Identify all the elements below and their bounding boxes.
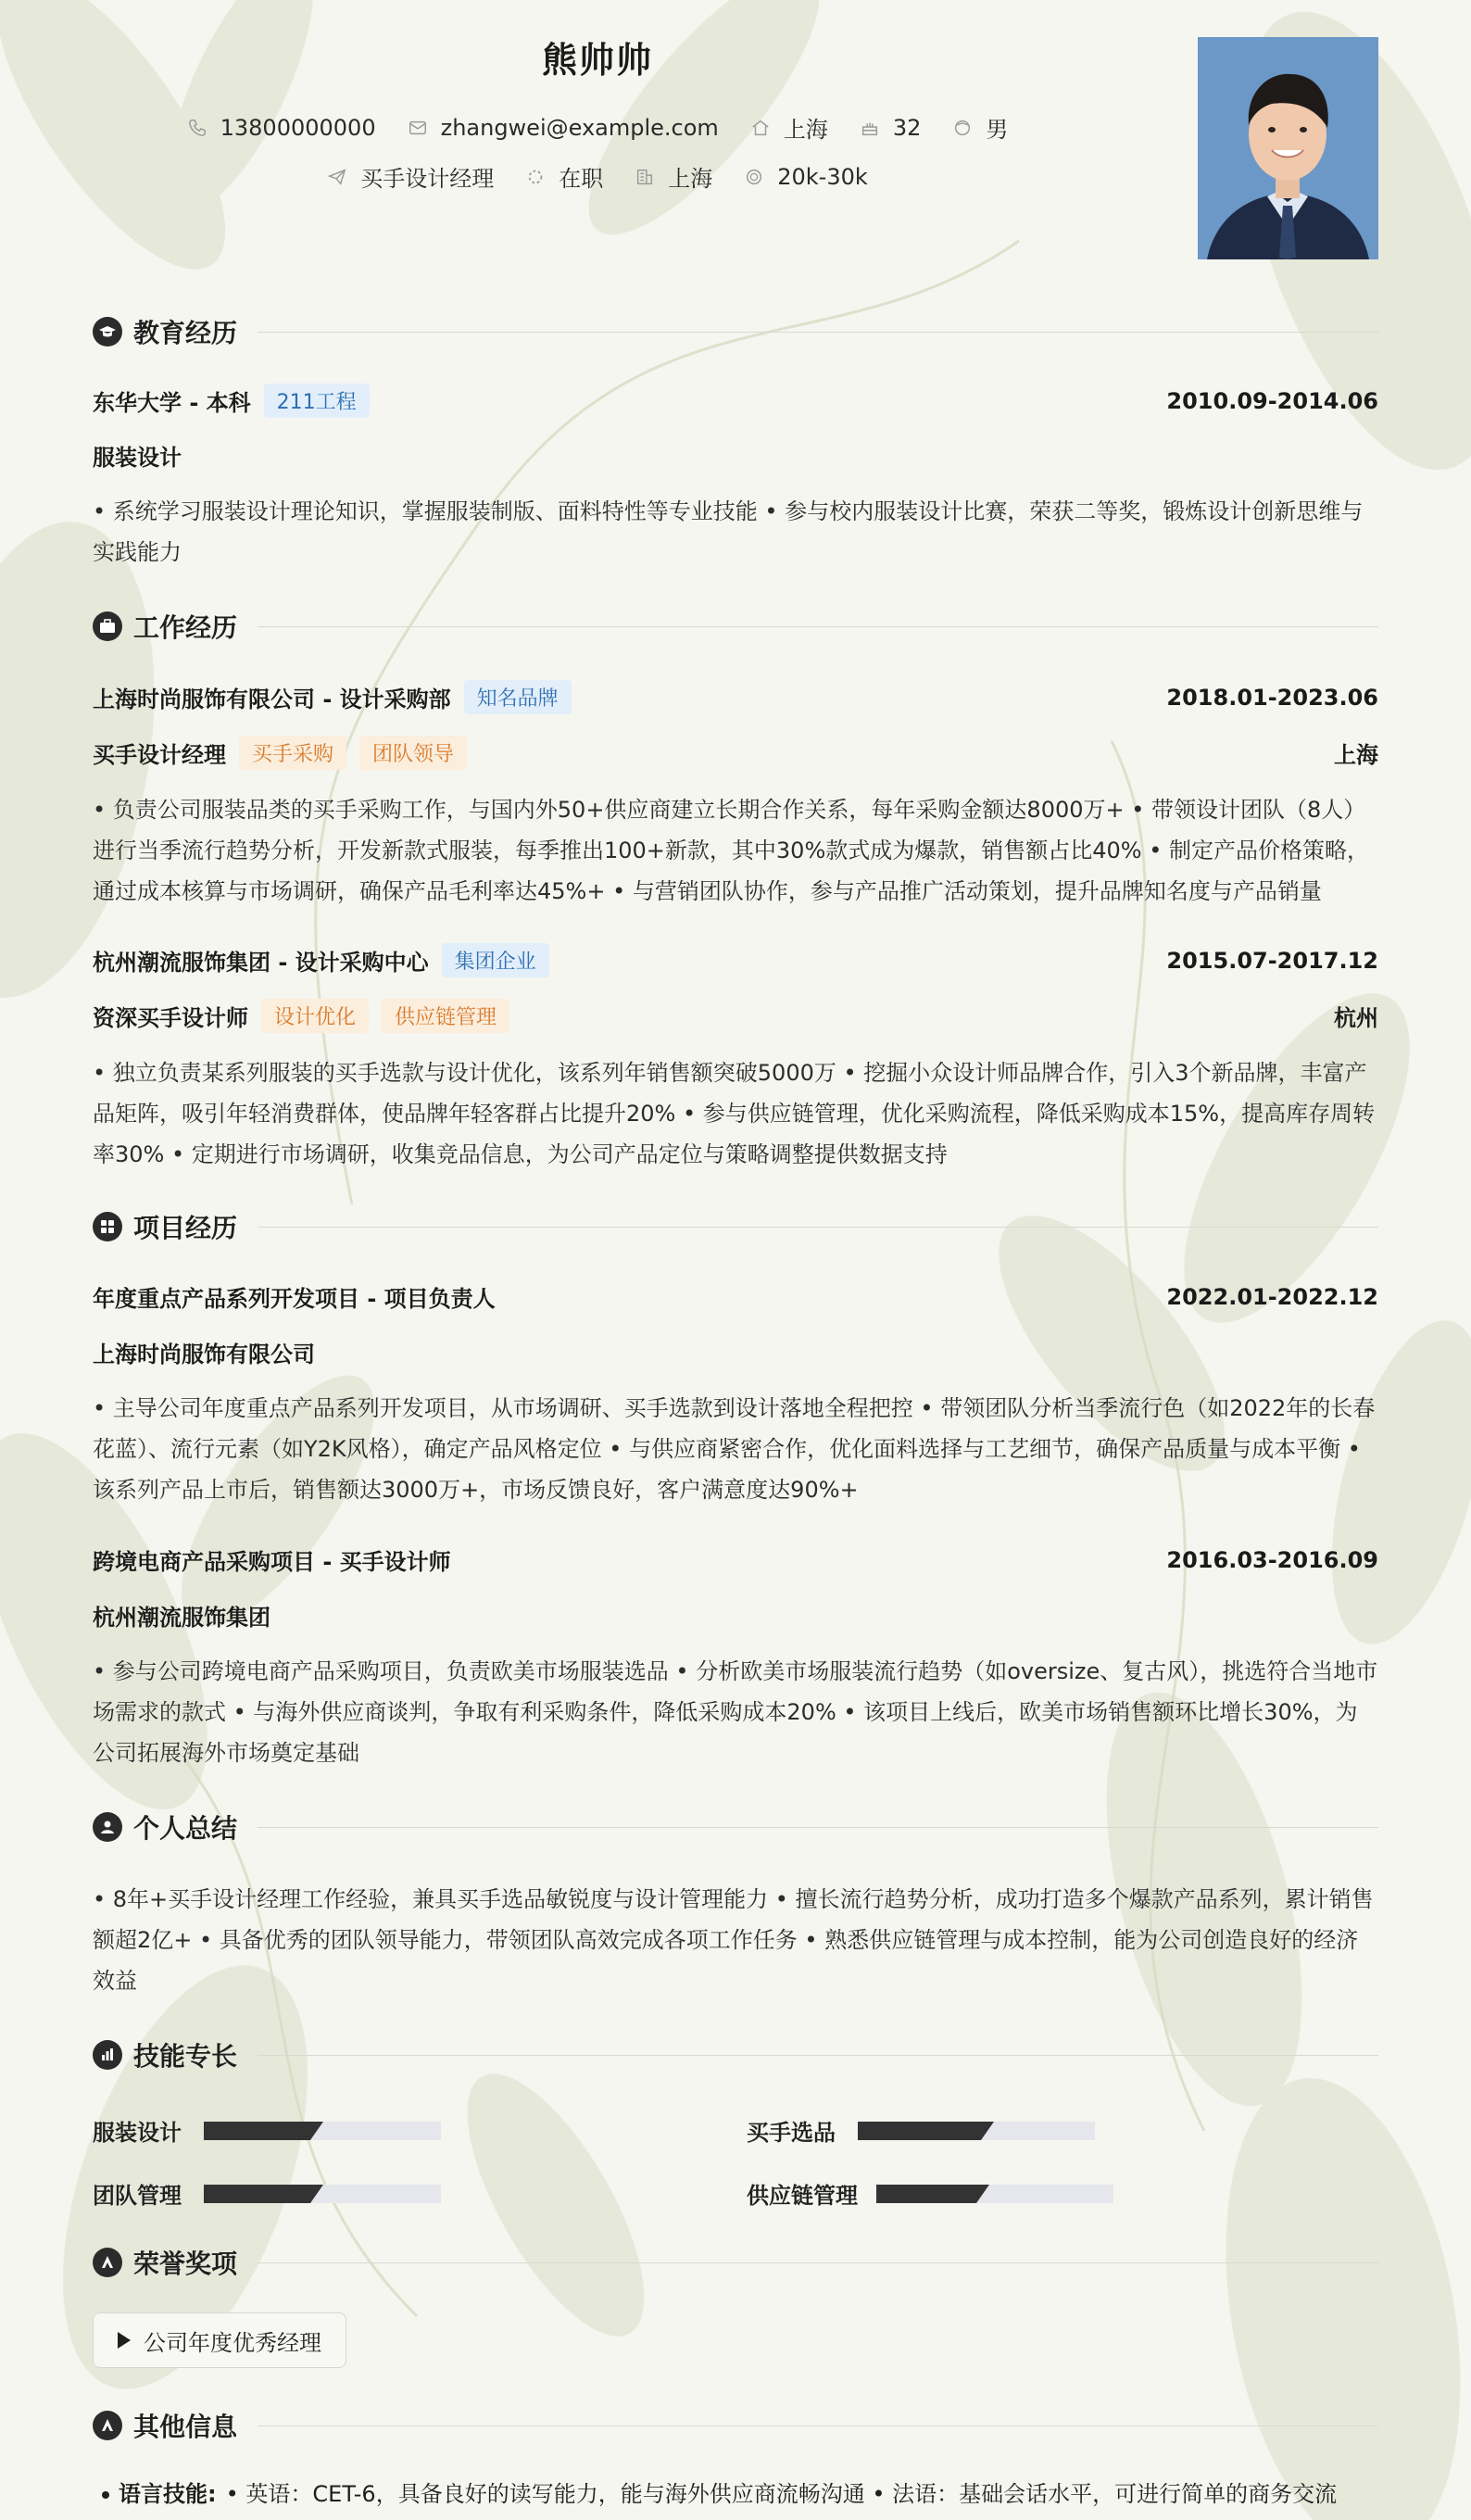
work-city: 上海 <box>1334 742 1378 768</box>
work-1-header <box>93 680 1378 714</box>
graduation-cap-icon <box>93 317 122 346</box>
section-divider <box>258 2262 1378 2263</box>
company-tag: 集团企业 <box>442 943 549 977</box>
gender-icon <box>952 118 973 138</box>
work-city-info <box>635 160 712 193</box>
skill-bar-fill <box>204 2185 310 2203</box>
education-date: 2010.09-2014.06 <box>1166 387 1378 414</box>
skill-item <box>747 2177 1113 2210</box>
major: 服装设计 <box>93 445 182 471</box>
award-icon <box>93 2411 122 2440</box>
work-company: 上海时尚服饰有限公司 - 设计采购部 <box>93 687 451 712</box>
section-title-skills: 技能专长 <box>133 2041 238 2072</box>
skill-name: 服装设计 <box>93 2120 182 2146</box>
skill-bar <box>858 2122 1095 2140</box>
mail-icon <box>408 118 428 138</box>
skill-bar-fill <box>858 2122 981 2140</box>
work-city: 上海 <box>668 166 713 192</box>
work-tag: 买手采购 <box>239 736 346 770</box>
education-description: • 系统学习服装设计理论知识，掌握服装制版、面料特性等专业技能 • 参与校内服装设计比赛，荣获二等奖，锻炼设计创新思维与实践能力 <box>93 498 1364 565</box>
project-2-header <box>93 1544 1378 1576</box>
skill-name: 团队管理 <box>93 2183 182 2209</box>
job-intent-info <box>327 160 494 193</box>
candidate-name: 熊帅帅 <box>541 40 653 81</box>
age: 32 <box>892 114 922 141</box>
spinner-icon <box>525 167 546 187</box>
project-org: 上海时尚服饰有限公司 <box>93 1342 315 1367</box>
home-icon <box>750 118 771 138</box>
salary: 20k-30k <box>777 163 868 190</box>
job-intent-row <box>0 160 1195 193</box>
project-org: 杭州潮流服饰集团 <box>93 1605 270 1631</box>
section-title-honors: 荣誉奖项 <box>133 2249 238 2279</box>
cake-icon <box>860 118 880 138</box>
skill-bar-fill <box>204 2122 310 2140</box>
skill-item <box>747 2114 1095 2147</box>
section-title-other: 其他信息 <box>133 2412 238 2442</box>
skill-bar <box>204 2122 441 2140</box>
email-address: zhangwei@example.com <box>440 114 719 141</box>
work-city: 杭州 <box>1334 1005 1378 1031</box>
section-divider <box>258 2055 1378 2056</box>
phone-icon <box>187 118 207 138</box>
other-info-item <box>102 2476 1337 2513</box>
section-other <box>93 2407 1378 2444</box>
section-work <box>93 608 1378 645</box>
project-1-description: • 主导公司年度重点产品系列开发项目，从市场调研、买手选款到设计落地全程把控 • 带领团队分析当季流行色（如2022年的长春花蓝）、流行元素（如Y2K风格），确定产品风格定位 • 与供应商紧密合作，优化面料选择与工艺细节，确保产品质量与成本平衡 • 该系列产品上市后，销售额达3000万+，市场反馈良好，客户满意度达90%+ <box>93 1395 1376 1503</box>
work-tag: 设计优化 <box>261 999 369 1033</box>
work-2-header <box>93 943 1378 977</box>
school-tag: 211工程 <box>264 384 370 418</box>
award-item <box>93 2312 346 2368</box>
education-header <box>93 384 1378 418</box>
phone-number: 13800000000 <box>220 114 376 141</box>
work-date: 2015.07-2017.12 <box>1166 947 1378 974</box>
section-title-work: 工作经历 <box>133 612 238 643</box>
section-title-summary: 个人总结 <box>133 1813 238 1844</box>
coin-icon <box>744 167 764 187</box>
work-2-description: • 独立负责某系列服装的买手选款与设计优化，该系列年销售额突破5000万 • 挖掘小众设计师品牌合作，引入3个新品牌，丰富产品矩阵，吸引年轻消费群体，使品牌年轻客群占比提升20% • 参与供应链管理，优化采购流程，降低采购成本15%，提高库存周转率30% • 定期进行市场调研，收集竞品信息，为公司产品定位与策略调整提供数据支持 <box>93 1060 1376 1167</box>
project-2-org-row <box>93 1599 1378 1632</box>
section-divider <box>258 626 1378 627</box>
project-name: 年度重点产品系列开发项目 - 项目负责人 <box>93 1286 496 1312</box>
city: 上海 <box>783 117 828 143</box>
briefcase-icon <box>93 611 122 641</box>
project-name: 跨境电商产品采购项目 - 买手设计师 <box>93 1549 451 1575</box>
summary-description: • 8年+买手设计经理工作经验，兼具买手选品敏锐度与设计管理能力 • 擅长流行趋势分析，成功打造多个爆款产品系列，累计销售额超2亿+ • 具备优秀的团队领导能力，带领团队高效完成各项工作任务 • 熟悉供应链管理与成本控制，能为公司创造良好的经济效益 <box>93 1886 1374 1994</box>
project-date: 2016.03-2016.09 <box>1166 1546 1378 1573</box>
school-name: 东华大学 - 本科 <box>93 390 251 416</box>
project-2-description: • 参与公司跨境电商产品采购项目，负责欧美市场服装选品 • 分析欧美市场服装流行趋势（如oversize、复古风），挑选符合当地市场需求的款式 • 与海外供应商谈判，争取有利采购条件，降低采购成本20% • 该项目上线后，欧美市场销售额环比增长30%，为公司拓展海外市场奠定基础 <box>93 1658 1378 1766</box>
salary-info <box>744 164 868 190</box>
section-project <box>93 1208 1378 1245</box>
phone-info <box>187 115 376 141</box>
contact-row <box>0 111 1195 144</box>
education-major-row <box>93 439 1378 472</box>
company-tag: 知名品牌 <box>464 680 572 714</box>
work-tag: 供应链管理 <box>382 999 509 1033</box>
section-divider <box>258 1827 1378 1828</box>
project-1-org-row <box>93 1336 1378 1368</box>
skill-name: 买手选品 <box>747 2120 836 2146</box>
award-label: 公司年度优秀经理 <box>144 2329 321 2356</box>
project-1-header <box>93 1280 1378 1313</box>
triangle-right-icon <box>118 2332 131 2349</box>
section-honors <box>93 2244 1378 2281</box>
skill-bar <box>876 2185 1113 2203</box>
gender-info <box>952 111 1008 144</box>
skill-item <box>93 2114 441 2147</box>
skill-bar-fill <box>876 2185 976 2203</box>
work-1-description: • 负责公司服装品类的买手采购工作，与国内外50+供应商建立长期合作关系，每年采购金额达8000万+ • 带领设计团队（8人）进行当季流行趋势分析，开发新款式服装，每季推出100+新款，其中30%款式成为爆款，销售额占比40% • 制定产品价格策略，通过成本核算与市场调研，确保产品毛利率达45%+ • 与营销团队协作，参与产品推广活动策划，提升品牌知名度与产品销量 <box>93 797 1370 904</box>
project-date: 2022.01-2022.12 <box>1166 1283 1378 1310</box>
avatar <box>1198 37 1378 259</box>
section-divider <box>258 332 1378 333</box>
building-icon <box>635 167 655 187</box>
bullet <box>102 2491 109 2499</box>
paper-plane-icon <box>327 167 347 187</box>
work-title: 买手设计经理 <box>93 742 226 768</box>
other-info-text: • 英语：CET-6，具备良好的读写能力，能与海外供应商流畅沟通 • 法语：基础会话水平，可进行简单的商务交流 <box>225 2481 1338 2507</box>
work-title: 资深买手设计师 <box>93 1005 248 1031</box>
age-info <box>860 115 922 141</box>
section-title-project: 项目经历 <box>133 1213 238 1243</box>
other-info-label: 语言技能: <box>119 2481 217 2507</box>
work-1-title-row <box>93 736 1378 770</box>
status-info <box>525 160 603 193</box>
work-date: 2018.01-2023.06 <box>1166 684 1378 711</box>
section-summary <box>93 1808 1378 1846</box>
award-icon <box>93 2248 122 2277</box>
section-divider <box>258 1227 1378 1228</box>
work-2-title-row <box>93 999 1378 1033</box>
skill-name: 供应链管理 <box>747 2183 858 2209</box>
work-tag: 团队领导 <box>359 736 467 770</box>
skill-item <box>93 2177 441 2210</box>
job-intent: 买手设计经理 <box>360 166 495 192</box>
section-education <box>93 313 1378 350</box>
bar-chart-icon <box>93 2040 122 2070</box>
email-info <box>408 115 719 141</box>
section-skills <box>93 2036 1378 2073</box>
user-icon <box>93 1812 122 1842</box>
section-title-education: 教育经历 <box>133 318 238 348</box>
gender: 男 <box>986 117 1009 143</box>
job-status: 在职 <box>559 166 604 192</box>
work-company: 杭州潮流服饰集团 - 设计采购中心 <box>93 950 429 976</box>
grid-icon <box>93 1212 122 1241</box>
city-info <box>750 111 828 144</box>
skill-bar <box>204 2185 441 2203</box>
